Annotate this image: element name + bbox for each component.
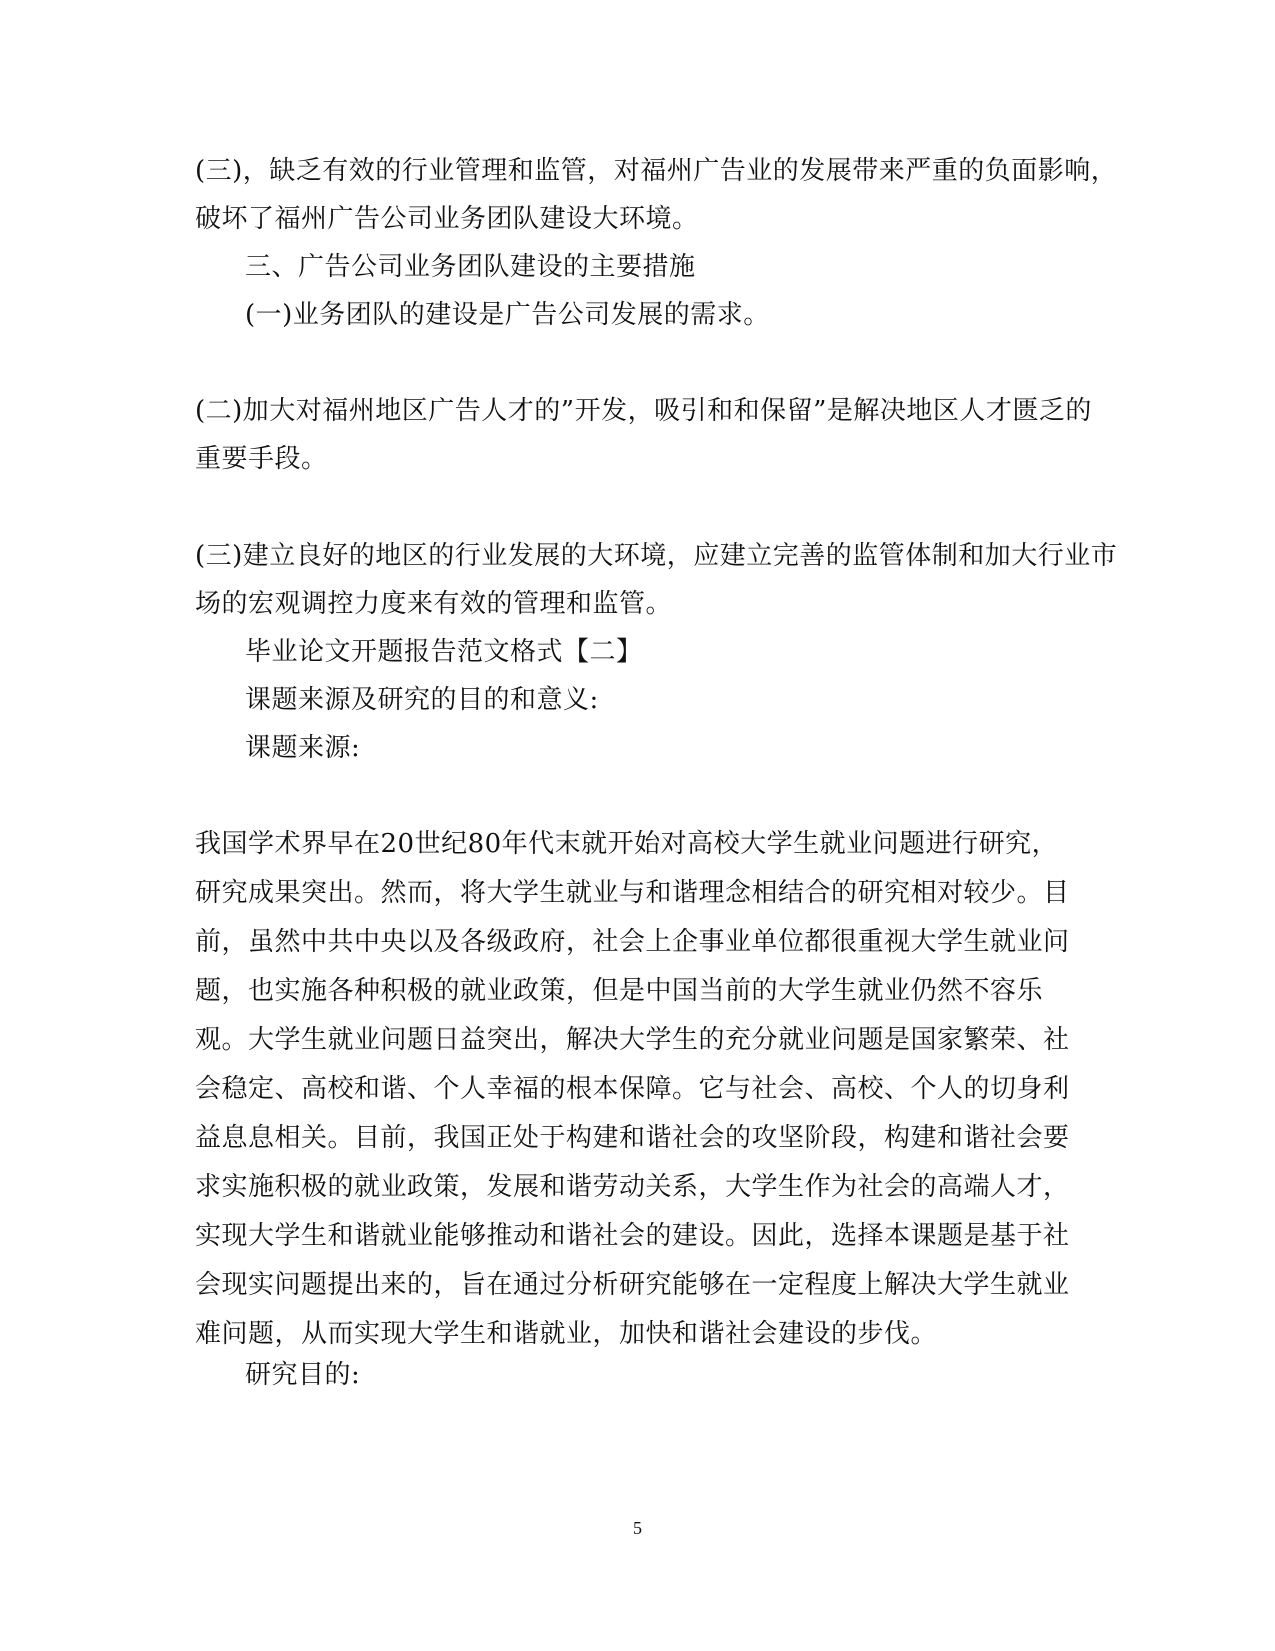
paragraph-line: 场的宏观调控力度来有效的管理和监管。 — [195, 589, 673, 619]
paragraph-line: (三)，缺乏有效的行业管理和监管，对福州广告业的发展带来严重的负面影响， — [195, 156, 1118, 186]
paragraph-line: 重要手段。 — [195, 444, 328, 474]
section-heading: 三、广告公司业务团队建设的主要措施 — [245, 252, 696, 282]
section-heading: 毕业论文开题报告范文格式【二】 — [245, 637, 643, 667]
paragraph-line: 破坏了福州广告公司业务团队建设大环境。 — [195, 204, 699, 234]
body-paragraph: 我国学术界早在20世纪80年代末就开始对高校大学生就业问题进行研究，研究成果突出。然而，将大学生就业与和谐理念相结合的研究相对较少。目前，虽然中共中央以及各级政府，社会上企事业单位都很重视大学生就业问题，也实施各种积极的就业政策，但是中国当前的大学生就业仍然不容乐观。大学生就业问题日益突出，解决大学生的充分就业问题是国家繁荣、社会稳定、高校和谐、个人幸福的根本保障。它与社会、高校、个人的切身利益息息相关。目前，我国正处于构建和谐社会的攻坚阶段，构建和谐社会要求实施积极的就业政策，发展和谐劳动关系，大学生作为社会的高端人才，实现大学生和谐就业能够推动和谐社会的建设。因此，选择本课题是基于社会现实问题提出来的，旨在通过分析研究能够在一定程度上解决大学生就业难问题，从而实现大学生和谐就业，加快和谐社会建设的步伐。 — [195, 829, 1070, 1349]
subsection-heading: 课题来源及研究的目的和意义: — [245, 685, 599, 715]
subsection-heading: 课题来源: — [245, 733, 361, 763]
paragraph-line: (二)加大对福州地区广告人才的”开发，吸引和和保留”是解决地区人才匮乏的 — [195, 396, 1092, 426]
subsection-heading: 研究目的: — [245, 1360, 361, 1390]
paragraph-line: (三)建立良好的地区的行业发展的大环境，应建立完善的监管体制和加大行业市 — [195, 541, 1118, 571]
page-number: 5 — [633, 1518, 642, 1538]
subsection-item: (一)业务团队的建设是广告公司发展的需求。 — [245, 300, 770, 330]
